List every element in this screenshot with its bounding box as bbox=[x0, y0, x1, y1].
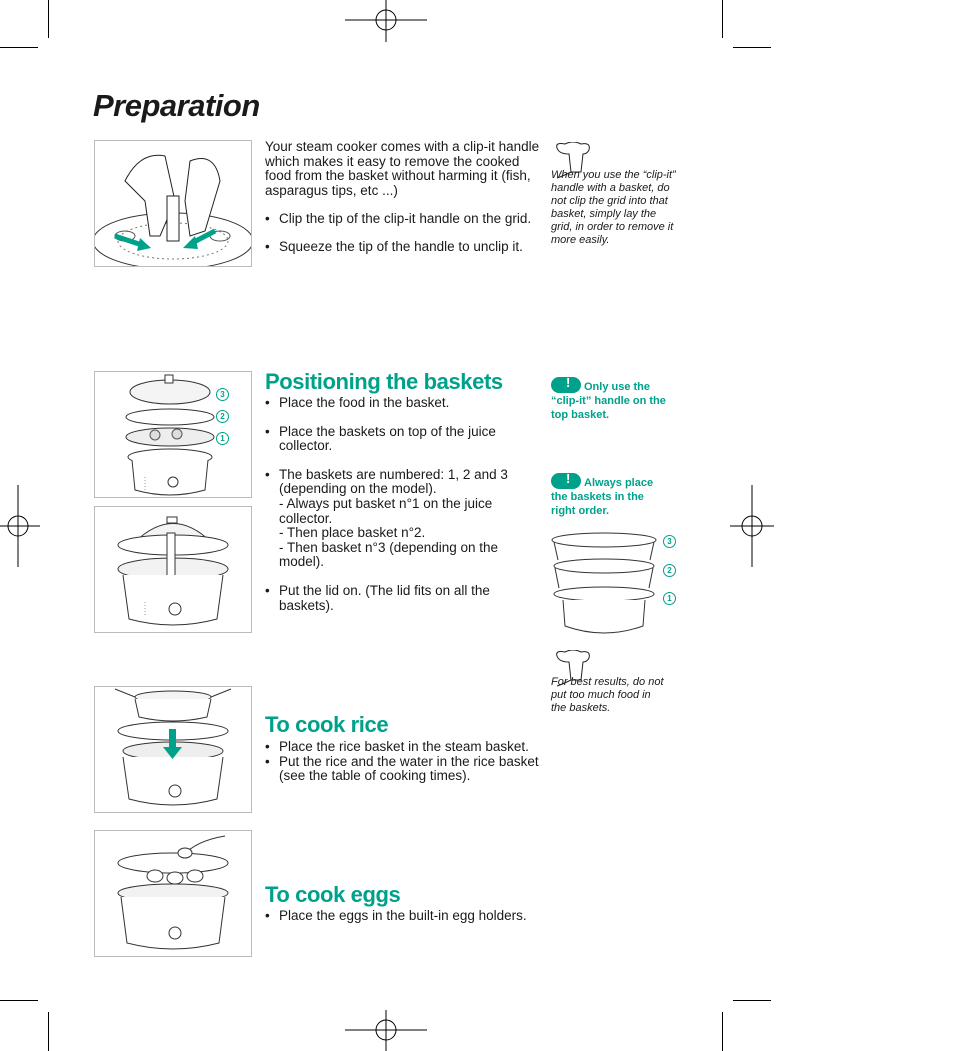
rice-bullet: • Put the rice and the water in the rice basket (see the table of cooking times). bbox=[265, 755, 542, 784]
basket-with-handle-illustration bbox=[94, 506, 252, 633]
basket-number: 2 bbox=[663, 564, 676, 577]
crop-mark bbox=[48, 1012, 49, 1051]
positioning-bullet: • The baskets are numbered: 1, 2 and 3 (depending on the model). bbox=[265, 468, 540, 497]
basket-order-diagram bbox=[549, 530, 679, 642]
crop-mark bbox=[722, 0, 723, 38]
intro-bullet: • Squeeze the tip of the handle to unclip it. bbox=[265, 240, 540, 255]
positioning-heading: Positioning the baskets bbox=[265, 369, 503, 394]
best-results-note: For best results, do not put too much food in the baskets. bbox=[551, 676, 664, 714]
crop-mark bbox=[48, 0, 49, 38]
clip-it-handle-illustration bbox=[94, 140, 252, 267]
crop-mark bbox=[733, 47, 771, 48]
basket-number: 1 bbox=[663, 592, 676, 605]
positioning-subline: - Then basket n°3 (depending on the model). bbox=[279, 539, 499, 570]
eggs-section bbox=[265, 909, 527, 924]
crop-mark bbox=[0, 1000, 38, 1001]
page-title: Preparation bbox=[93, 88, 260, 123]
basket-number: 3 bbox=[663, 535, 676, 548]
warning-icon bbox=[551, 377, 581, 393]
stacked-baskets-illustration bbox=[94, 371, 252, 498]
basket-number: 2 bbox=[216, 410, 229, 423]
rice-basket-illustration bbox=[94, 686, 252, 813]
crop-mark bbox=[733, 1000, 771, 1001]
warning-icon bbox=[551, 473, 581, 489]
egg-holder-illustration bbox=[94, 830, 252, 957]
rice-section bbox=[265, 740, 542, 784]
crop-mark bbox=[722, 1012, 723, 1051]
intro-text: Your steam cooker comes with a clip-it handle which makes it easy to remove the cooked food from the basket without harming it (fish, asparagus tips, etc ...) bbox=[265, 139, 540, 198]
clip-it-warning bbox=[551, 377, 679, 422]
positioning-section bbox=[265, 396, 540, 613]
basket-number: 1 bbox=[216, 432, 229, 445]
rice-bullet: • Place the rice basket in the steam basket. bbox=[265, 740, 542, 755]
basket-number: 3 bbox=[216, 388, 229, 401]
registration-mark-bottom bbox=[345, 1010, 427, 1051]
intro-section bbox=[265, 140, 540, 255]
clip-it-warning-text: Only use the “clip-it” handle on the top basket. bbox=[551, 381, 666, 421]
rice-heading: To cook rice bbox=[265, 712, 389, 737]
clip-it-note: When you use the “clip-it” handle with a basket, do not clip the grid into that basket, simply lay the grid, in order to remove it more easily. bbox=[551, 169, 676, 246]
eggs-bullet: • Place the eggs in the built-in egg holders. bbox=[265, 909, 527, 924]
order-warning-text: Always place the baskets in the right order. bbox=[551, 477, 654, 517]
registration-mark-top bbox=[345, 0, 427, 45]
positioning-subline: - Then place basket n°2. bbox=[279, 525, 426, 541]
positioning-bullet: • Put the lid on. (The lid fits on all the baskets). bbox=[265, 584, 540, 613]
registration-mark-left bbox=[0, 485, 40, 567]
order-warning bbox=[551, 473, 669, 518]
intro-bullet: • Clip the tip of the clip-it handle on the grid. bbox=[265, 212, 540, 227]
positioning-bullet: • Place the baskets on top of the juice collector. bbox=[265, 425, 540, 454]
positioning-subline: - Always put basket n°1 on the juice collector. bbox=[279, 495, 493, 526]
crop-mark bbox=[0, 47, 38, 48]
registration-mark-right bbox=[730, 485, 774, 567]
eggs-heading: To cook eggs bbox=[265, 882, 401, 907]
positioning-bullet: • Place the food in the basket. bbox=[265, 396, 540, 411]
